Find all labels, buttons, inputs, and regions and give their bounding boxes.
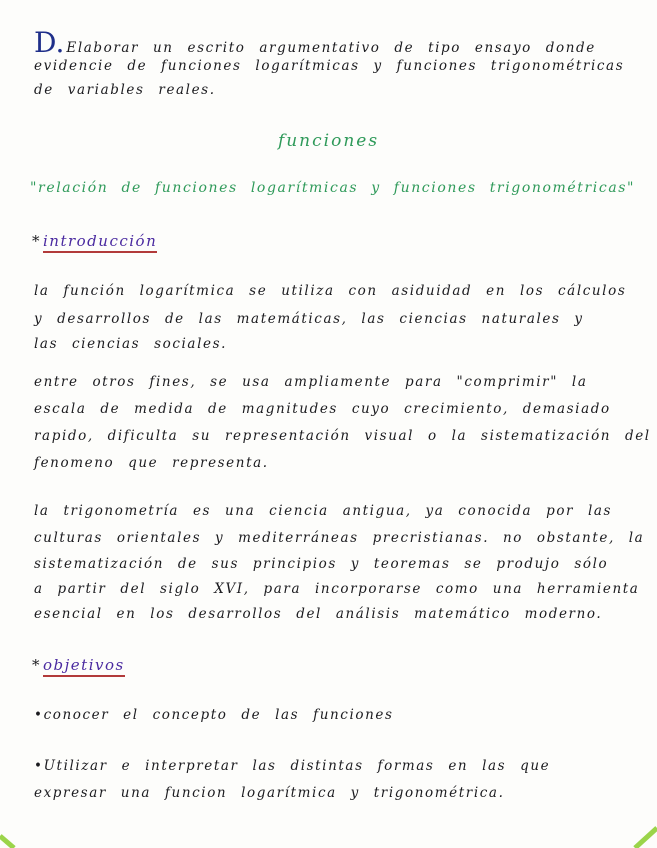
assignment-line-3: de variables reales. [34, 82, 216, 98]
intro-p2-line-1: entre otros fines, se usa ampliamente para "comprimir" la [34, 374, 588, 390]
assignment-line-1-text: Elaborar un escrito argumentativo de tipo ensayo donde [66, 40, 596, 56]
section-heading-objetivos-text: objetivos [43, 656, 125, 677]
corner-mark-right [617, 808, 657, 848]
objective-item-2-line-2: expresar una funcion logarítmica y trigonométrica. [34, 785, 505, 801]
section-heading-introduccion [32, 232, 157, 253]
section-heading-objetivos [32, 656, 125, 677]
corner-mark-left [0, 808, 40, 848]
intro-p2-line-4: fenomeno que representa. [34, 455, 269, 471]
intro-p1-line-3: las ciencias sociales. [34, 336, 228, 352]
intro-p3-line-5: esencial en los desarrollos del análisis matemático moderno. [34, 606, 603, 622]
intro-p2-line-3: rapido, dificulta su representación visual o la sistematización del [34, 428, 651, 444]
intro-p3-line-3: sistematización de sus principios y teoremas se produjo sólo [34, 556, 609, 572]
objective-item-1: •conocer el concepto de las funciones [34, 707, 394, 723]
star-bullet-icon: * [32, 232, 41, 250]
intro-p3-line-1: la trigonometría es una ciencia antigua, ya conocida por las [34, 503, 613, 519]
assignment-letter: D. [34, 26, 65, 59]
objective-item-2-line-1: •Utilizar e interpretar las distintas formas en las que [34, 758, 551, 774]
intro-p1-line-2: y desarrollos de las matemáticas, las ciencias naturales y [34, 311, 584, 327]
page-title: funciones [277, 131, 380, 151]
assignment-line-1 [34, 26, 596, 59]
intro-p1-line-1: la función logarítmica se utiliza con asiduidad en los cálculos [34, 283, 627, 299]
intro-p3-line-2: culturas orientales y mediterráneas precristianas. no obstante, la [34, 530, 645, 546]
assignment-line-2: evidencie de funciones logarítmicas y funciones trigonométricas [34, 58, 625, 74]
section-heading-introduccion-text: introducción [43, 232, 157, 253]
intro-p3-line-4: a partir del siglo XVI, para incorporarse como una herramienta [34, 581, 640, 597]
star-bullet-icon: * [32, 656, 41, 674]
intro-p2-line-2: escala de medida de magnitudes cuyo crecimiento, demasiado [34, 401, 611, 417]
page-subtitle: "relación de funciones logarítmicas y funciones trigonométricas" [30, 180, 636, 196]
